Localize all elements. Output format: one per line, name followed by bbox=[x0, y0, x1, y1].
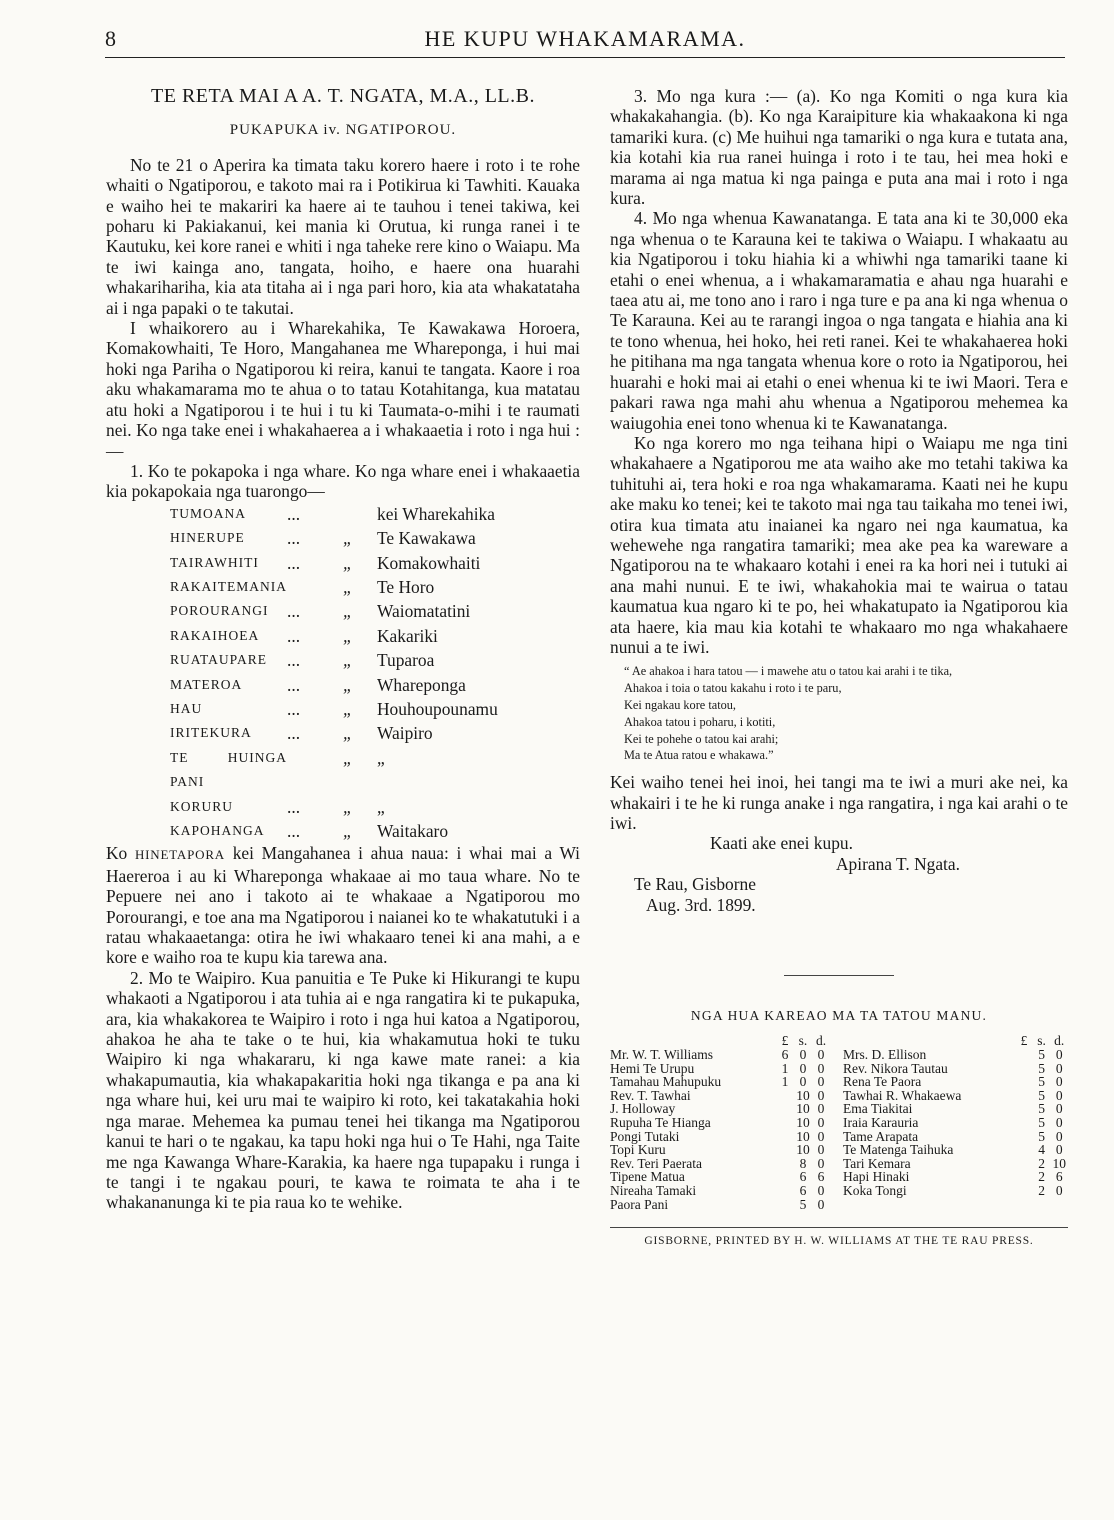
paragraph: I whaikorero au i Wharekahika, Te Kawakawa Horoera, Komakowhaiti, Te Horo, Mangahanea me Whareponga, i hui mai hoki nga Pariha o Ngatiporou ki reira, kanui te tangata. Kaore i roa aku whakamarama mo te ahua o to tatau Kotahitanga, kua matatau atu hoki a Ngatiporou i te hui i tu ki Taumata-o-mihi i te raumati nei. Ko nga take enei i whakahaerea a i whakaaetia i roto i nga hui :— bbox=[106, 318, 580, 461]
subscriber-row bbox=[839, 1130, 1068, 1144]
subscriber-name: Koka Tongi bbox=[843, 1182, 907, 1198]
house-row bbox=[170, 673, 498, 697]
currency-header: s. bbox=[1037, 1033, 1046, 1049]
subscriber-name: Rev. T. Tawhai bbox=[610, 1087, 691, 1103]
subscriber-name: Ema Tiakitai bbox=[843, 1101, 913, 1117]
paragraph: No te 21 o Aperira ka timata taku korero haere i roto i te rohe whaiti o Ngatiporou, e takoto mai ra i Potikirua ki Tawhiti. Kauaka e waiho hei te makariri ka haere ai te tauhou i tenei takiwa, kei poharu ki Pakiakanui, kei mania ki Orutua, ki runga ranei i te Kautuku, kei kore ranei e whiti i nga taheke rere kino o Waiapu. Ma te iwi kainga ano, tangata, hoiho, e haere ona huarahi whakarihariha, kia ata titaha ai i nga pari horo, kia ata whakatataha ai i nga papaki o te takutai. bbox=[106, 154, 580, 318]
amount-shillings: 8 bbox=[799, 1155, 807, 1171]
amount-pence: 0 bbox=[1055, 1182, 1063, 1198]
subscriber-name: Rena Te Paora bbox=[843, 1074, 922, 1090]
ditto-mark: „ bbox=[343, 674, 353, 695]
ditto-mark: „ bbox=[343, 576, 353, 597]
poem-line: Ahakoa i toia o tatou kakahu i roto i te paru, bbox=[624, 681, 842, 696]
amount-pounds bbox=[1015, 1075, 1033, 1089]
subscriber-row bbox=[610, 1184, 839, 1198]
paragraph: Ko HINETAPORA kei Mangahanea i ahua naua: i whai mai a Wi Haereroa i au ki Whareponga whakaae ai mo taua whare. No te Pepuere nei ano i takoto ai te whakaae a Ngatiporou mo Porourangi, e toe ana ma Ngatiporou i naianei ko te whakatutuki i a ratau whakaaetanga: otira he iwi whakaaro tenei ki ana mahi, a e kore e waiho roa te kupu kia tarewa ana. bbox=[106, 843, 580, 968]
subscriber-row bbox=[839, 1062, 1068, 1076]
amount-pounds bbox=[1015, 1170, 1033, 1184]
subscriber-name: Tamahau Mahupuku bbox=[610, 1074, 722, 1090]
amount-pence: 0 bbox=[817, 1155, 825, 1171]
amount-shillings: 5 bbox=[1038, 1074, 1045, 1090]
amount-pounds bbox=[776, 1130, 794, 1144]
house-place: Whareponga bbox=[377, 674, 466, 695]
amount-pence: 6 bbox=[817, 1169, 825, 1185]
leader-dots: ... bbox=[287, 552, 301, 573]
subscriber-name: Tame Arapata bbox=[843, 1128, 919, 1144]
ditto-mark: „ bbox=[343, 552, 353, 573]
currency-header: s. bbox=[798, 1033, 808, 1049]
subscriber-name: Topi Kuru bbox=[610, 1142, 666, 1158]
house-place: „ bbox=[377, 747, 385, 768]
ditto-mark: „ bbox=[343, 821, 353, 841]
signature: Apirana T. Ngata. bbox=[836, 853, 960, 874]
amount-shillings: 4 bbox=[1038, 1142, 1045, 1158]
house-name: MATEROA bbox=[170, 676, 243, 692]
house-row bbox=[170, 746, 498, 795]
subscriber-name: J. Holloway bbox=[610, 1101, 676, 1117]
amount-pence: 0 bbox=[1055, 1074, 1063, 1090]
amount-pence: 0 bbox=[817, 1142, 825, 1158]
amount-pounds bbox=[1015, 1143, 1033, 1157]
subscriber-name: Tawhai R. Whakaewa bbox=[843, 1087, 962, 1103]
paragraph: 3. Mo nga kura :— (a). Ko nga Komiti o nga kura kia whakakahangia. (b). Ko nga Karaipiture kia whakaakona ki nga tamariki kura. (c) Me huihui nga tamariki o nga kura e tutata ana, kia kotahi kia rua ranei huinga i roto i te tau, hei mea hoki e marama ai nga matua ki nga painga e puta ana mai i roto i nga kura. bbox=[610, 86, 1068, 209]
paragraph: 1. Ko te pokapoka i nga whare. Ko nga whare enei i whakaaetia kia pokapokaia nga tuarongo— bbox=[106, 460, 580, 502]
ditto-mark: „ bbox=[343, 528, 353, 549]
amount-pence: 0 bbox=[817, 1060, 825, 1076]
amount-pounds bbox=[1015, 1089, 1033, 1103]
subscriber-row bbox=[610, 1116, 839, 1130]
ditto-mark: „ bbox=[343, 723, 353, 744]
house-row bbox=[170, 721, 498, 745]
amount-pence: 0 bbox=[817, 1074, 825, 1090]
amount-pence: 0 bbox=[817, 1196, 825, 1212]
amount-shillings: 5 bbox=[1038, 1128, 1045, 1144]
subscriber-name: Tari Kemara bbox=[843, 1155, 911, 1171]
amount-shillings: 5 bbox=[1038, 1087, 1045, 1103]
amount-pence: 0 bbox=[817, 1182, 825, 1198]
amount-shillings: 5 bbox=[799, 1196, 807, 1212]
leader-dots bbox=[287, 746, 343, 795]
amount-shillings: 0 bbox=[799, 1060, 807, 1076]
subscriptions-title: NGA HUA KAREAO MA TA TATOU MANU. bbox=[690, 1008, 988, 1023]
house-row bbox=[170, 819, 498, 843]
poem-line: Kei ngakau kore tatou, bbox=[624, 697, 736, 712]
leader-dots: ... bbox=[287, 601, 301, 622]
subscriber-row bbox=[839, 1143, 1068, 1157]
amount-pence: 0 bbox=[817, 1087, 825, 1103]
subscriber-row bbox=[610, 1143, 839, 1157]
house-place: Waiomatatini bbox=[377, 601, 471, 622]
house-place: Te Kawakawa bbox=[377, 528, 476, 549]
house-row bbox=[170, 697, 498, 721]
amount-pounds bbox=[776, 1143, 794, 1157]
subscriptions-header bbox=[610, 1034, 839, 1048]
subscriber-row bbox=[610, 1089, 839, 1103]
currency-header: d. bbox=[815, 1033, 827, 1049]
subscriber-row bbox=[839, 1048, 1068, 1062]
subscriptions-list bbox=[610, 1034, 1068, 1211]
house-row bbox=[170, 502, 498, 526]
letter-title: TE RETA MAI A A. T. NGATA, M.A., LL.B. bbox=[151, 85, 535, 107]
house-name: RUATAUPARE bbox=[170, 652, 267, 668]
currency-header: d. bbox=[1054, 1033, 1065, 1049]
subscriber-name: Pongi Tutaki bbox=[610, 1128, 680, 1144]
subscriber-row bbox=[610, 1157, 839, 1171]
subscriber-row bbox=[610, 1075, 839, 1089]
amount-pounds bbox=[776, 1184, 794, 1198]
colophon: GISBORNE, PRINTED BY H. W. WILLIAMS AT THE TE RAU PRESS. bbox=[610, 1227, 1068, 1251]
amount-pence: 0 bbox=[817, 1128, 825, 1144]
amount-pence: 0 bbox=[817, 1114, 825, 1130]
subscriber-row bbox=[839, 1089, 1068, 1103]
ditto-mark: „ bbox=[343, 796, 353, 817]
leader-dots: ... bbox=[287, 625, 301, 646]
leader-dots: ... bbox=[287, 723, 301, 744]
ditto-mark: „ bbox=[343, 650, 353, 671]
leader-dots: ... bbox=[287, 528, 301, 549]
amount-pence: 0 bbox=[817, 1047, 825, 1062]
amount-pounds bbox=[776, 1157, 794, 1171]
subscriber-name: Mrs. D. Ellison bbox=[843, 1047, 927, 1062]
subscriber-row bbox=[839, 1170, 1068, 1184]
amount-pence: 0 bbox=[1055, 1060, 1063, 1076]
amount-pounds bbox=[1015, 1184, 1033, 1198]
amount-pounds bbox=[1015, 1062, 1033, 1076]
subscriber-name: Rupuha Te Hianga bbox=[610, 1114, 711, 1130]
amount-pounds bbox=[776, 1198, 794, 1212]
house-name: RAKAITEMANIA bbox=[170, 578, 287, 594]
subscriber-name: Te Matenga Taihuka bbox=[843, 1142, 954, 1158]
leader-dots: ... bbox=[287, 821, 301, 841]
spacer bbox=[839, 1034, 1015, 1048]
amount-pounds bbox=[1015, 1048, 1033, 1062]
ditto-mark: „ bbox=[343, 698, 353, 719]
subscriber-name: Rev. Teri Paerata bbox=[610, 1155, 703, 1171]
spacer bbox=[610, 1034, 776, 1048]
amount-shillings: 0 bbox=[799, 1047, 807, 1062]
running-head bbox=[105, 26, 1065, 58]
amount-pence: 0 bbox=[1055, 1128, 1063, 1144]
ditto-mark bbox=[343, 502, 377, 526]
amount-shillings: 2 bbox=[1038, 1155, 1045, 1171]
amount-pounds: 6 bbox=[781, 1047, 789, 1062]
house-name: RAKAIHOEA bbox=[170, 627, 260, 643]
house-place: Houhoupounamu bbox=[377, 698, 498, 719]
subscriber-row bbox=[610, 1062, 839, 1076]
subscriber-row bbox=[610, 1170, 839, 1184]
house-name: KAPOHANGA bbox=[170, 823, 265, 838]
amount-shillings: 6 bbox=[799, 1169, 807, 1185]
subscriber-name: Hemi Te Urupu bbox=[610, 1060, 695, 1076]
ornament-rule bbox=[784, 975, 894, 976]
subscriber-name: Paora Pani bbox=[610, 1196, 669, 1212]
amount-pounds bbox=[1015, 1116, 1033, 1130]
amount-pence: 0 bbox=[1055, 1101, 1063, 1117]
house-row bbox=[170, 795, 498, 819]
amount-pence: 0 bbox=[817, 1101, 825, 1117]
subscriber-row bbox=[610, 1102, 839, 1116]
house-place: Te Horo bbox=[377, 576, 435, 597]
leader-dots bbox=[287, 575, 343, 599]
amount-pounds bbox=[776, 1089, 794, 1103]
amount-pounds bbox=[776, 1102, 794, 1116]
amount-pounds: 1 bbox=[781, 1060, 789, 1076]
house-name: KORURU bbox=[170, 798, 234, 814]
amount-shillings: 5 bbox=[1038, 1114, 1045, 1130]
subscriptions-header bbox=[839, 1034, 1068, 1048]
amount-pounds bbox=[1015, 1130, 1033, 1144]
house-name: TAIRAWHITI bbox=[170, 554, 259, 570]
header-rule bbox=[105, 57, 1065, 58]
subscriptions-left bbox=[610, 1034, 839, 1211]
house-place: „ bbox=[377, 796, 385, 817]
house-place: Waipiro bbox=[377, 723, 433, 744]
closing: Kaati ake enei kupu. bbox=[710, 833, 853, 854]
amount-pounds: 1 bbox=[781, 1074, 789, 1090]
ditto-mark: „ bbox=[343, 747, 353, 768]
house-place: Komakowhaiti bbox=[377, 552, 481, 573]
house-name: TE HUINGA PANI bbox=[170, 749, 287, 790]
house-name: HINERUPE bbox=[170, 530, 245, 546]
subscriber-row bbox=[610, 1048, 839, 1062]
subscriber-name: Tipene Matua bbox=[610, 1169, 685, 1185]
subscriber-row bbox=[839, 1075, 1068, 1089]
leader-dots: ... bbox=[287, 650, 301, 671]
house-row bbox=[170, 648, 498, 672]
poem-line: Ma te Atua ratou e whakawa.” bbox=[624, 748, 774, 763]
house-place: Tuparoa bbox=[377, 650, 435, 671]
amount-pence: 0 bbox=[1055, 1087, 1063, 1103]
address: Te Rau, Gisborne bbox=[634, 874, 756, 895]
poem-line: Kei te pohehe o tatou kai arahi; bbox=[624, 731, 779, 746]
amount-shillings: 10 bbox=[796, 1128, 810, 1144]
page-number: 8 bbox=[105, 26, 116, 51]
house-name: POROURANGI bbox=[170, 603, 269, 619]
subscriber-row bbox=[839, 1184, 1068, 1198]
house-name: IRITEKURA bbox=[170, 725, 252, 741]
amount-shillings: 10 bbox=[796, 1142, 810, 1158]
leader-dots: ... bbox=[287, 698, 301, 719]
amount-shillings: 0 bbox=[799, 1074, 807, 1090]
amount-shillings: 6 bbox=[799, 1182, 807, 1198]
house-row bbox=[170, 599, 498, 623]
amount-pence: 10 bbox=[1052, 1155, 1066, 1171]
amount-pounds bbox=[776, 1170, 794, 1184]
amount-pounds bbox=[1015, 1157, 1033, 1171]
ditto-mark: „ bbox=[343, 601, 353, 622]
amount-pounds bbox=[776, 1116, 794, 1130]
left-column bbox=[106, 86, 580, 1213]
subscriber-row bbox=[839, 1157, 1068, 1171]
paragraph: Ko nga korero mo nga teihana hipi o Waiapu me nga tini whakahaere a Ngatiporou me ata waiho ake mo tetahi takiwa ka tuhituhi ai, tera hoki e roa nga whakamarama. Kaati nei he kupu ake maku ko tenei; kei te takoto mai nga tau taikaha mo tenei iwi, otira kua timata atu inaianei ka ngaro nei nga kaumatua, ka wehewehe nga rangatira tamariki; mea ake pea ka wareware a Ngatiporou na te whakaaro kotahi i enei ra ka hori nei i tutuki ai ana mahi nunui. E te iwi, whakahokia mai te wairua o tatau kaumatua kua ngaro ki te po, hei whakatupato ia Ngatiporou kia ata haere, kia mau kia kotahi te whakaaro mo nga whakahaere nunui a te iwi. bbox=[610, 432, 1068, 657]
amount-shillings: 2 bbox=[1038, 1182, 1045, 1198]
currency-header: £ bbox=[1020, 1033, 1028, 1049]
amount-shillings: 10 bbox=[796, 1101, 810, 1117]
ditto-mark: „ bbox=[343, 625, 353, 646]
subscriber-row bbox=[839, 1102, 1068, 1116]
house-name: HAU bbox=[170, 700, 203, 716]
amount-pounds bbox=[1015, 1102, 1033, 1116]
amount-shillings: 5 bbox=[1038, 1101, 1045, 1117]
poem bbox=[624, 663, 1068, 764]
leader-dots: ... bbox=[287, 796, 301, 817]
amount-shillings: 5 bbox=[1038, 1047, 1045, 1062]
paragraph: 4. Mo nga whenua Kawanatanga. E tata ana ki te 30,000 eka nga whenua o te Karauna kei te takiwa o Waiapu. I whakaatu au kia Ngatiporou i toku hiahia ki a whiwhi nga tamariki taane ki etahi o enei whenua, a i whakamaramatia e ahau nga huarahi e taea atu ai, me tono ano i raro i nga ture e pa ana ki nga whenua o Te Karauna. Kei au te rarangi ingoa o nga tangata e hiahia ana ki te tono whenua, hei hoko, hei reti ranei. Kei te whakahaerea hoki he pitihana ma nga tangata whenua kore o roto ia Ngatiporou, hei huarahi e hoki mai ai etahi o enei whenua ki te iwi Maori. Tera e pakari rawa nga mahi ahu whenua a Ngatiporou mehemea ka waiugohia enei tono whenua ki te Kawanatanga. bbox=[610, 208, 1068, 433]
subscriber-name: Mr. W. T. Williams bbox=[610, 1047, 713, 1062]
subscriber-name: Rev. Nikora Tautau bbox=[843, 1060, 948, 1076]
poem-line: “ Ae ahakoa i hara tatou — i mawehe atu o tatou kai arahi i te tika, bbox=[624, 664, 953, 679]
house-place: Kakariki bbox=[377, 625, 438, 646]
house-row bbox=[170, 551, 498, 575]
amount-shillings: 10 bbox=[796, 1114, 810, 1130]
house-row bbox=[170, 575, 498, 599]
right-column bbox=[610, 86, 1068, 1252]
amount-pence: 0 bbox=[1055, 1114, 1063, 1130]
amount-shillings: 2 bbox=[1038, 1169, 1045, 1185]
paragraph: Kei waiho tenei hei inoi, hei tangi ma te iwi a muri ake nei, ka whakairi i te he ki runga anake i nga rangatira, i nga kai arahi o te iwi. bbox=[610, 772, 1068, 833]
subscriber-row bbox=[610, 1130, 839, 1144]
amount-pence: 0 bbox=[1055, 1047, 1063, 1062]
currency-header: £ bbox=[781, 1033, 789, 1049]
leader-dots: ... bbox=[287, 503, 301, 524]
subscriptions-right bbox=[839, 1034, 1068, 1211]
house-name: HINETAPORA bbox=[134, 847, 225, 863]
publication-title: HE KUPU WHAKAMARAMA. bbox=[424, 26, 746, 51]
house-place: Waitakaro bbox=[377, 821, 449, 841]
paragraph: 2. Mo te Waipiro. Kua panuitia e Te Puke ki Hikurangi te kupu whakaoti a Ngatiporou i ata tuhia ai e nga rangatira ki te pukapuka, ara, kia whakakorea te Waipiro i roto i nga hui katoa a Ngatiporou, ahakoa he aha te take o te hui, kia whakamutua hoki te tuku Waipiro ki nga whakararu, ki nga kawe mate ranei: a kia whakapumautia, kia whakapakaritia hoki nga tikanga e pa ana ki nga whare hui, kei uru mai te waipiro ki roto, kei takatakahia hoki nga marae. Mehemea ka pumau tenei hei tikanga ma Ngatiporou kanui te hari o te ngakau, ka tapu hoki nga hui o Te Hahi, nga Taite me nga Kawanga Whare-Karakia, ka haere nga tupapaku i runga i te tangi i te ngakau pouri, te kawa te roimata te aha i te whakananunga ki te pia raua ko te wehike. bbox=[106, 967, 580, 1213]
amount-shillings: 5 bbox=[1038, 1060, 1045, 1076]
house-row bbox=[170, 526, 498, 550]
houses-table bbox=[170, 502, 498, 844]
subscriber-name: Hapi Hinaki bbox=[843, 1169, 910, 1185]
subscriber-row bbox=[839, 1116, 1068, 1130]
house-name: TUMOANA bbox=[170, 505, 246, 521]
amount-pence: 0 bbox=[1055, 1142, 1063, 1158]
letter-subtitle: PUKAPUKA iv. NGATIPOROU. bbox=[229, 122, 457, 139]
leader-dots: ... bbox=[287, 674, 301, 695]
subscriber-row bbox=[610, 1198, 839, 1212]
house-place: kei Wharekahika bbox=[377, 503, 495, 524]
amount-shillings: 10 bbox=[796, 1087, 810, 1103]
house-row bbox=[170, 624, 498, 648]
poem-line: Ahakoa tatou i poharu, i kotiti, bbox=[624, 714, 776, 729]
amount-pence: 6 bbox=[1055, 1169, 1063, 1185]
subscriber-name: Nireaha Tamaki bbox=[610, 1182, 697, 1198]
date: Aug. 3rd. 1899. bbox=[646, 894, 756, 915]
subscriber-name: Iraia Karauria bbox=[843, 1114, 919, 1130]
